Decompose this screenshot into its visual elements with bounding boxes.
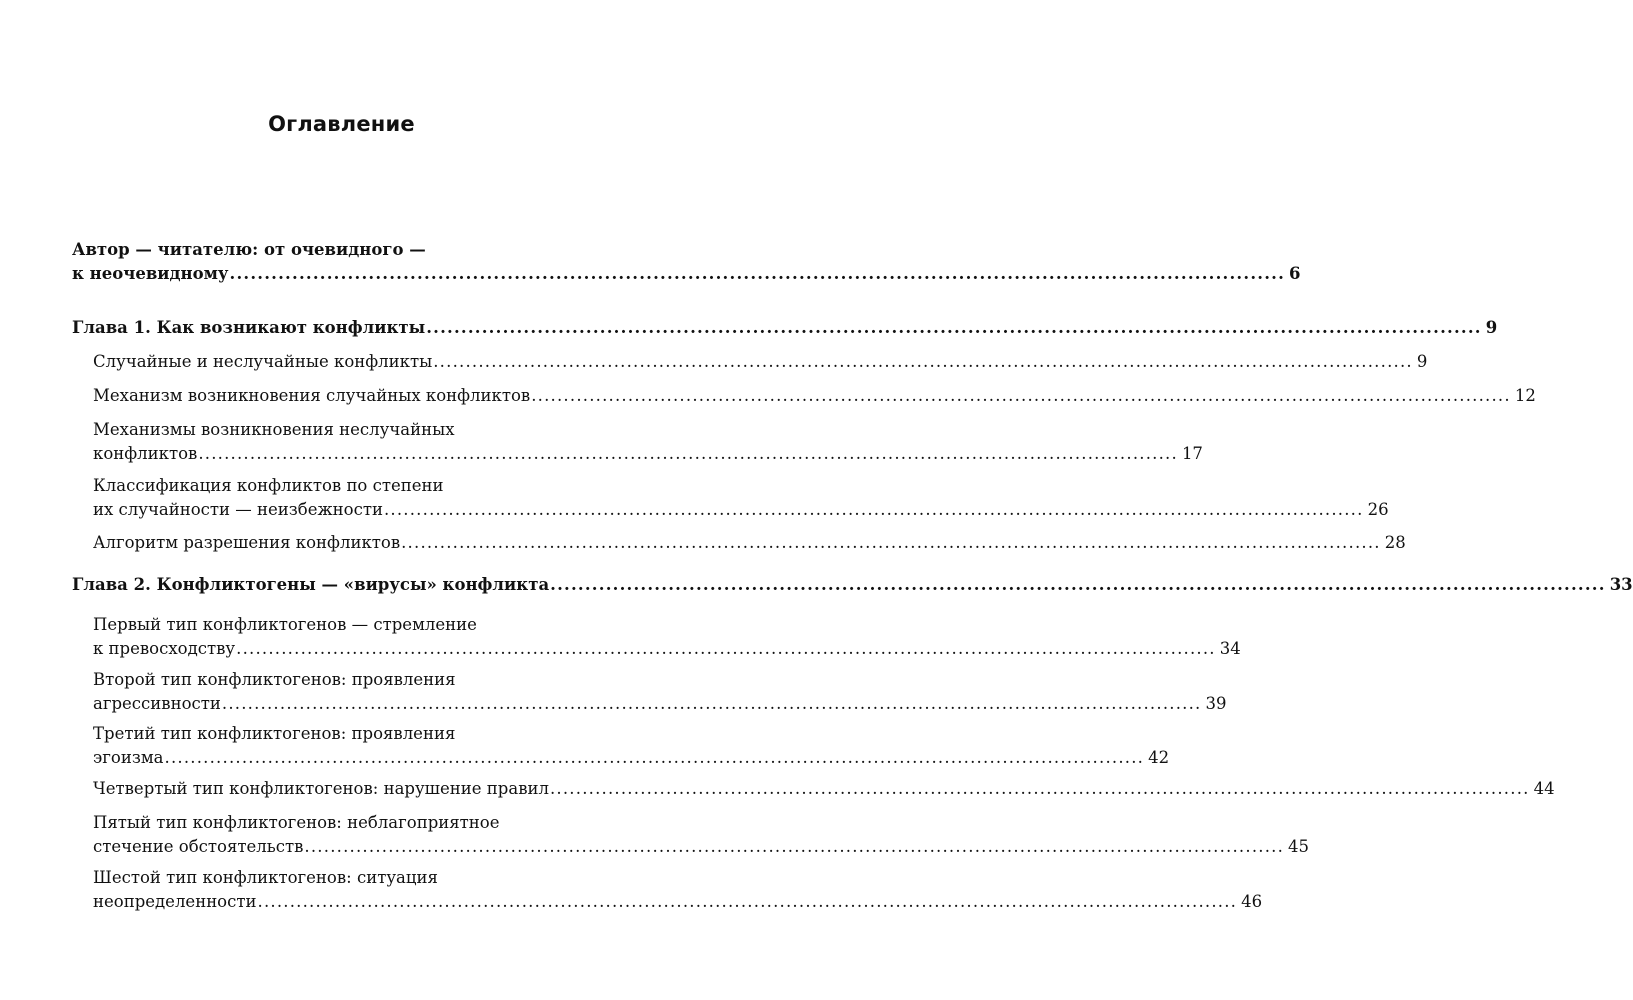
leader-dots: ........................................................................................................................................................ — [549, 779, 1530, 798]
toc-entry-text-line: Пятый тип конфликтогенов: неблагоприятное — [93, 813, 500, 832]
toc-entry-title: Глава 2. Конфликтогены — «вирусы» конфликта — [72, 575, 550, 594]
toc-entry-title: Случайные и неслучайные конфликты — [93, 352, 433, 371]
page-number: 12 — [1514, 386, 1536, 405]
toc-entry-title: Четвертый тип конфликтогенов: нарушение правил — [93, 779, 549, 798]
toc-entry-section[interactable] — [93, 418, 1203, 466]
toc-entry-section[interactable] — [93, 668, 1227, 716]
toc-entry-section[interactable] — [93, 531, 1406, 555]
page-number: 34 — [1219, 639, 1241, 658]
leader-dots: ........................................................................................................................................................ — [236, 639, 1216, 658]
toc-entry-title: к превосходству — [93, 639, 236, 658]
page-number: 6 — [1289, 264, 1301, 283]
toc-entry-text-line: Классификация конфликтов по степени — [93, 476, 444, 495]
toc-entry-section[interactable] — [93, 777, 1555, 801]
page-number: 46 — [1241, 892, 1263, 911]
page-number: 33 — [1609, 575, 1633, 594]
page-number: 45 — [1288, 837, 1310, 856]
leader-dots: ........................................................................................................................................................ — [257, 892, 1238, 911]
leader-dots: ........................................................................................................................................................ — [221, 694, 1202, 713]
page-title: Оглавление — [268, 112, 415, 136]
toc-entry-title: их случайности — неизбежности — [93, 500, 383, 519]
page-number: 28 — [1384, 533, 1406, 552]
page-number: 44 — [1533, 779, 1555, 798]
toc-entry-text-line: Шестой тип конфликтогенов: ситуация — [93, 868, 438, 887]
leader-dots: ........................................................................................................................................................ — [304, 837, 1285, 856]
leader-dots: ........................................................................................................................................................ — [531, 386, 1511, 405]
toc-entry-title: неопределенности — [93, 892, 257, 911]
page-number: 9 — [1416, 352, 1428, 371]
toc-entry-text-line: Третий тип конфликтогенов: проявления — [93, 724, 456, 743]
toc-entry-title: конфликтов — [93, 444, 198, 463]
toc-entry-title: стечение обстоятельств — [93, 837, 304, 856]
page-number: 9 — [1485, 318, 1498, 337]
toc-entry-section[interactable] — [93, 350, 1428, 374]
page-number: 42 — [1148, 748, 1170, 767]
toc-entry-title: Алгоритм разрешения конфликтов — [93, 533, 401, 552]
toc-entry-chapter-2[interactable] — [72, 573, 1633, 597]
leader-dots: ........................................................................................................................................................ — [550, 575, 1606, 594]
toc-entry-text-line: Автор — читателю: от очевидного — — [72, 240, 426, 259]
toc-entry-chapter-1[interactable] — [72, 316, 1498, 340]
toc-entry-text-line: Второй тип конфликтогенов: проявления — [93, 670, 456, 689]
leader-dots: ........................................................................................................................................................ — [164, 748, 1145, 767]
page-number: 39 — [1205, 694, 1227, 713]
toc-entry-section[interactable] — [93, 613, 1241, 661]
toc-entry-section[interactable] — [93, 866, 1263, 914]
leader-dots: ........................................................................................................................................................ — [383, 500, 1364, 519]
page-number: 17 — [1181, 444, 1203, 463]
leader-dots: ........................................................................................................................................................ — [433, 352, 1413, 371]
toc-entry-title: эгоизма — [93, 748, 164, 767]
toc-entry-text-line: Первый тип конфликтогенов — стремление — [93, 615, 477, 634]
leader-dots: ........................................................................................................................................................ — [198, 444, 1178, 463]
leader-dots: ........................................................................................................................................................ — [426, 318, 1482, 337]
leader-dots: ........................................................................................................................................................ — [401, 533, 1381, 552]
toc-entry-author-preface[interactable] — [72, 238, 1301, 286]
toc-entry-section[interactable] — [93, 811, 1310, 859]
toc-entry-title: агрессивности — [93, 694, 221, 713]
toc-entry-title: к неочевидному — [72, 264, 229, 283]
toc-entry-section[interactable] — [93, 384, 1536, 408]
toc-entry-title: Глава 1. Как возникают конфликты — [72, 318, 426, 337]
leader-dots: ........................................................................................................................................................ — [229, 264, 1286, 283]
toc-entry-text-line: Механизмы возникновения неслучайных — [93, 420, 455, 439]
toc-entry-section[interactable] — [93, 722, 1170, 770]
toc-entry-title: Механизм возникновения случайных конфликтов — [93, 386, 531, 405]
toc-entry-section[interactable] — [93, 474, 1389, 522]
page-number: 26 — [1367, 500, 1389, 519]
